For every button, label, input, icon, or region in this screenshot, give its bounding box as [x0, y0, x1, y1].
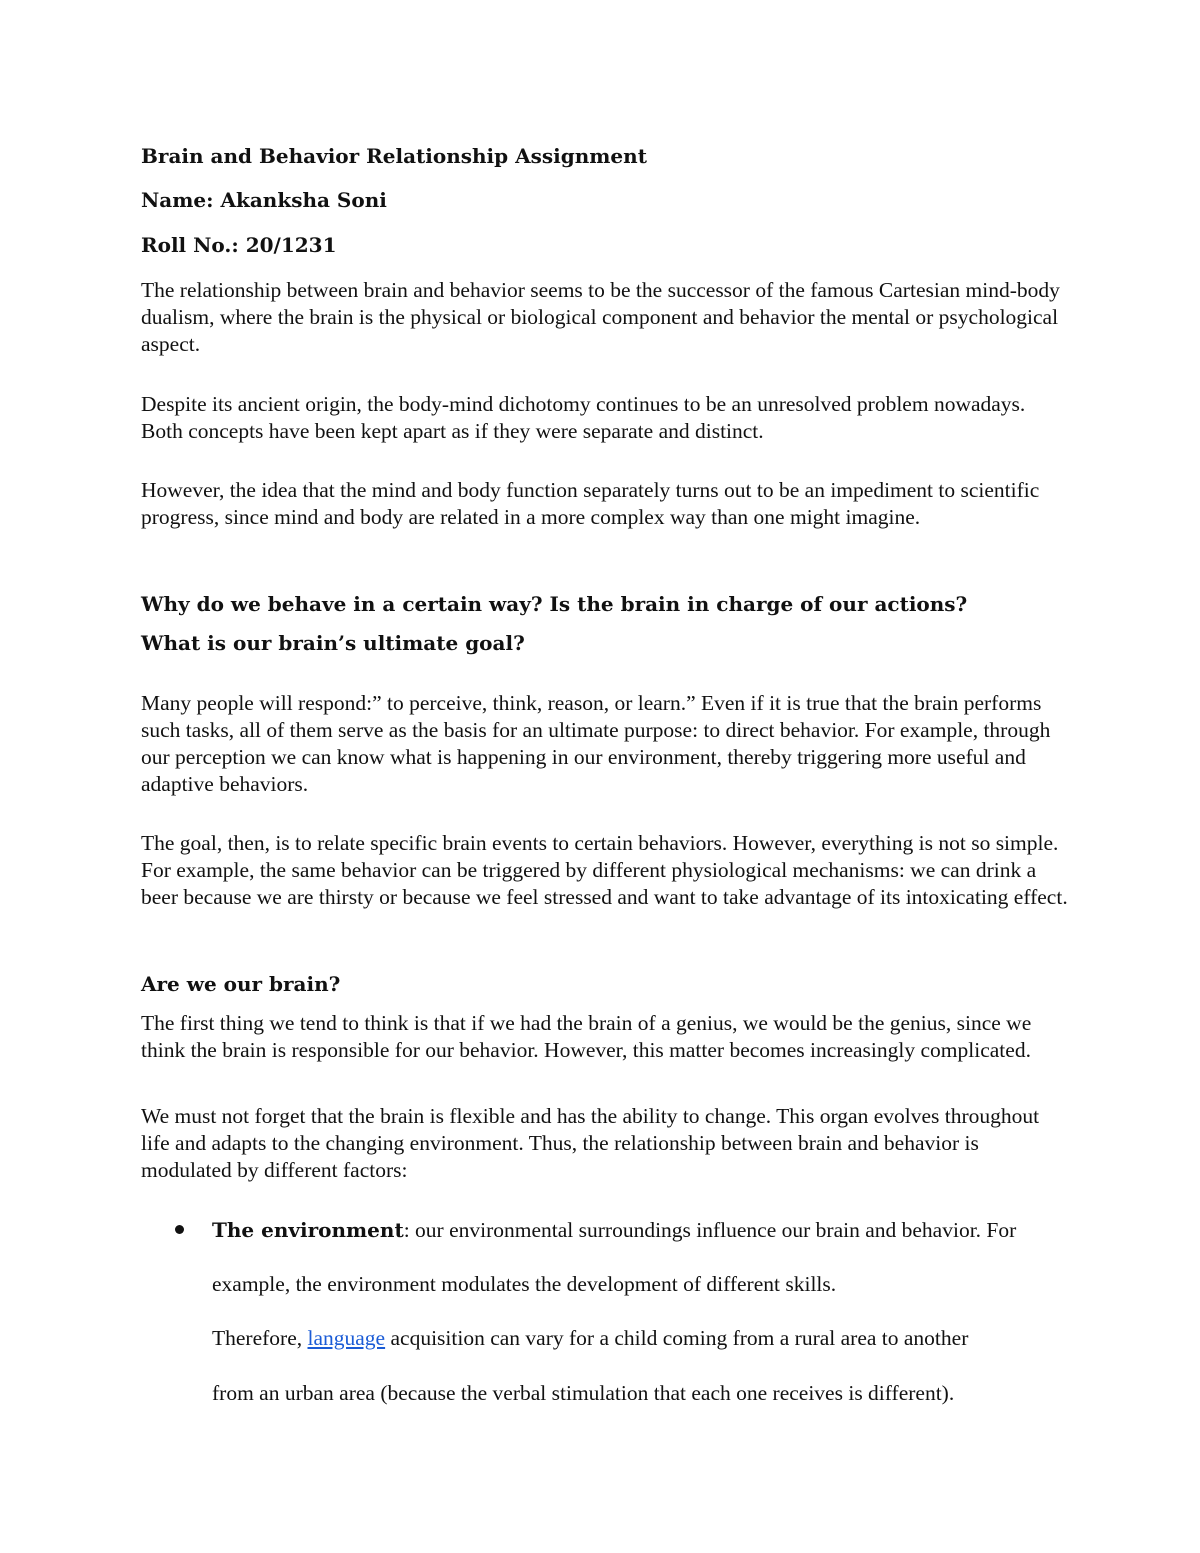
paragraph-flexible-brain: We must not forget that the brain is flexible and has the ability to change. This organ evolves throughout life and adapts to the changing environment. Thus, the relationship between brain and behavior is modulated by different factors:	[141, 1104, 1040, 1182]
list-item-term: The environment	[212, 1218, 404, 1242]
document-title: Brain and Behavior Relationship Assignment	[141, 144, 647, 168]
student-name: Name: Akanksha Soni	[141, 188, 387, 212]
paragraph-dichotomy: Despite its ancient origin, the body-mind dichotomy continues to be an unresolved problem nowadays. Both concepts have been kept apart as if they were separate and distinct.	[141, 392, 1026, 443]
bullet-icon	[175, 1225, 184, 1234]
paragraph-intro: The relationship between brain and behavior seems to be the successor of the famous Cartesian mind-body dualism, where the brain is the physical or biological component and behavior the mental or psychological aspect.	[141, 278, 1060, 356]
paragraph-genius: The first thing we tend to think is that if we had the brain of a genius, we would be the genius, since we think the brain is responsible for our behavior. However, this matter becomes increasingly complicated.	[141, 1011, 1032, 1062]
list-item-environment-line3	[212, 1325, 1082, 1352]
list-item-line1-text: : our environmental surroundings influence our brain and behavior. For	[403, 1218, 1017, 1242]
list-item-environment-line2: example, the environment modulates the development of different skills.	[212, 1272, 837, 1296]
paragraph-many-people: Many people will respond:” to perceive, think, reason, or learn.” Even if it is true that the brain performs such tasks, all of them serve as the basis for an ultimate purpose: to direct behavior. For example, through our perception we can know what is happening in our environment, thereby triggering more useful and adaptive behaviors.	[141, 691, 1051, 796]
list-item-line3-after: acquisition can vary for a child coming from a rural area to another	[385, 1326, 969, 1350]
list-item-environment-line4: from an urban area (because the verbal stimulation that each one receives is different).	[212, 1381, 955, 1405]
heading-are-we-our-brain: Are we our brain?	[141, 972, 341, 996]
list-item-line3-before: Therefore,	[212, 1326, 308, 1350]
heading-why-behave: Why do we behave in a certain way? Is the brain in charge of our actions?	[141, 592, 968, 616]
list-item-environment-line1	[212, 1217, 1082, 1244]
roll-number: Roll No.: 20/1231	[141, 233, 337, 257]
language-link[interactable]: language	[307, 1326, 386, 1350]
heading-ultimate-goal: What is our brain’s ultimate goal?	[141, 631, 525, 655]
paragraph-scientific-progress: However, the idea that the mind and body function separately turns out to be an impediment to scientific progress, since mind and body are related in a more complex way than one might imagine.	[141, 478, 1040, 529]
paragraph-goal: The goal, then, is to relate specific brain events to certain behaviors. However, everything is not so simple. For example, the same behavior can be triggered by different physiological mechanisms: we can drink a beer because we are thirsty or because we feel stressed and want to take advantage of its intoxicating effect.	[141, 831, 1068, 909]
